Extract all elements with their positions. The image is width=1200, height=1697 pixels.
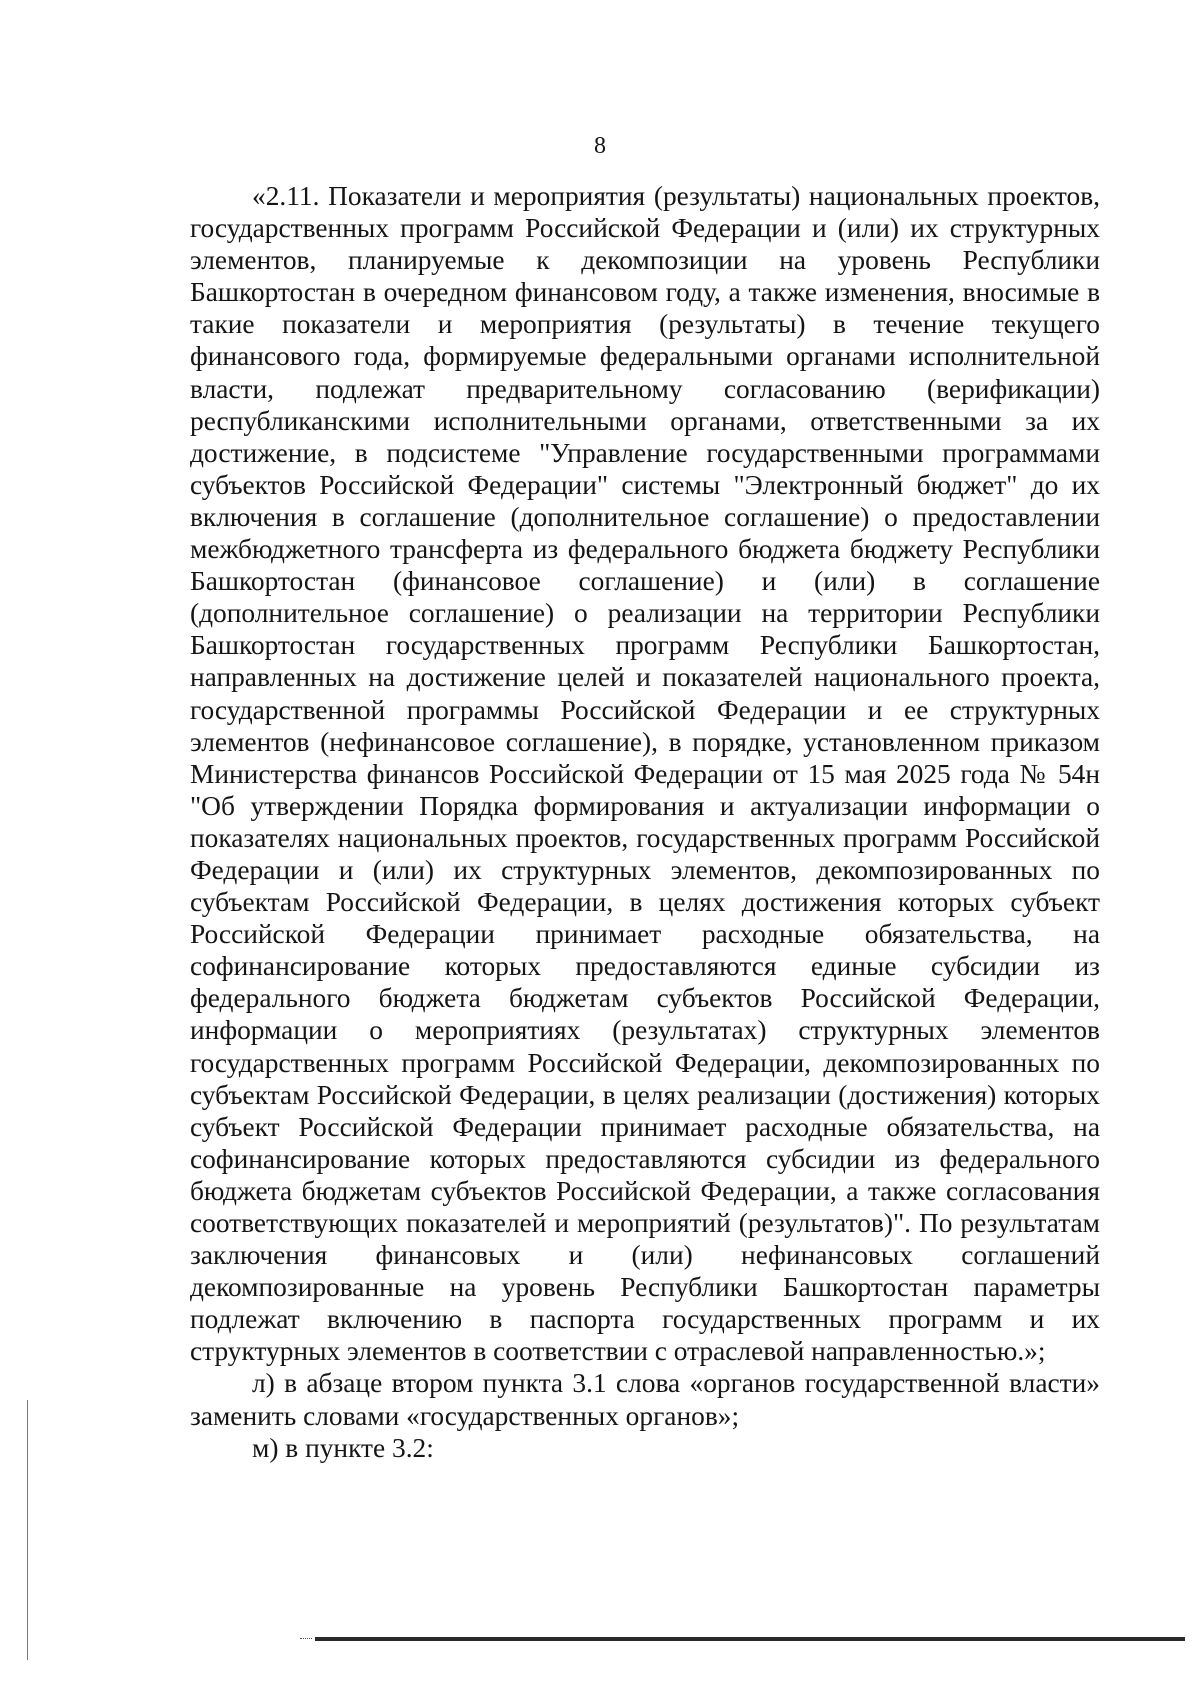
paragraph-m: м) в пункте 3.2: [252, 1432, 434, 1463]
bottom-scan-line [315, 1637, 1185, 1641]
bottom-scan-dots [300, 1638, 312, 1640]
paragraph-l: л) в абзаце втором пункта 3.1 слова «органов государственной власти» заменить словами «государственных органов»; [190, 1368, 1100, 1431]
left-margin-line [27, 1400, 28, 1660]
document-body [190, 180, 1100, 1464]
paragraph-2-11: «2.11. Показатели и мероприятия (результаты) национальных проектов, государственных программ Российской Федерации и (или) их структурных элементов, планируемые к декомпозиции на уровень Республики Башкортостан в очередном финансовом году, а также изменения, вносимые в такие показатели и мероприятия (результаты) в течение текущего финансового года, формируемые федеральными органами исполнительной власти, подлежат предварительному согласованию (верификации) республиканскими исполнительными органами, ответственными за их достижение, в подсистеме "Управление государственными программами субъектов Российской Федерации" системы "Электронный бюджет" до их включения в соглашение (дополнительное соглашение) о предоставлении межбюджетного трансферта из федерального бюджета бюджету Республики Башкортостан (финансовое соглашение) и (или) в соглашение (дополнительное соглашение) о реализации на территории Республики Башкортостан государственных программ Республики Башкортостан, направленных на достижение целей и показателей национального проекта, государственной программы Российской Федерации и ее структурных элементов (нефинансовое соглашение), в порядке, установленном приказом Министерства финансов Российской Федерации от 15 мая 2025 года № 54н "Об утверждении Порядка формирования и актуализации информации о показателях национальных проектов, государственных программ Российской Федерации и (или) их структурных элементов, декомпозированных по субъектам Российской Федерации, в целях достижения которых субъект Российской Федерации принимает расходные обязательства, на софинансирование которых предоставляются единые субсидии из федерального бюджета бюджетам субъектов Российской Федерации, информации о мероприятиях (результатах) структурных элементов государственных программ Российской Федерации, декомпозированных по субъектам Российской Федерации, в целях реализации (достижения) которых субъект Российской Федерации принимает расходные обязательства, на софинансирование которых предоставляются субсидии из федерального бюджета бюджетам субъектов Российской Федерации, а также согласования соответствующих показателей и мероприятий (результатов)". По результатам заключения финансовых и (или) нефинансовых соглашений декомпозированные на уровень Республики Башкортостан параметры подлежат включению в паспорта государственных программ и их структурных элементов в соответствии с отраслевой направленностью.»; [190, 181, 1100, 1367]
page-number: 8 [594, 133, 606, 159]
